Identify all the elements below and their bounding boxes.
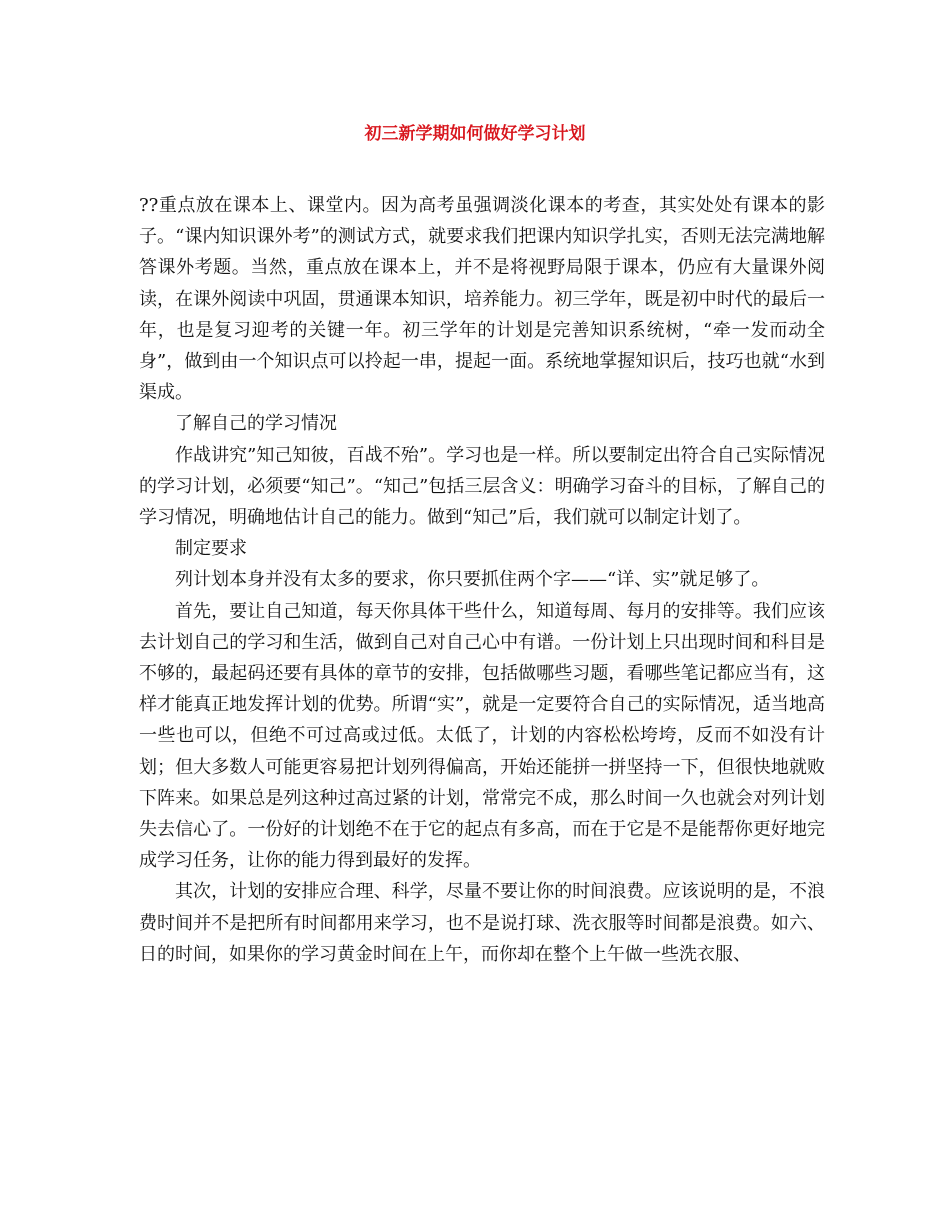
- paragraph-5: 其次，计划的安排应合理、科学，尽量不要让你的时间浪费。应该说明的是，不浪费时间并不是把所有时间都用来学习，也不是说打球、洗衣服等时间都是浪费。如六、日的时间，如果你的学习黄金时间在上午，而你却在整个上午做一些洗衣服、: [139, 881, 825, 965]
- document-body: [139, 190, 825, 970]
- document-title: 初三新学期如何做好学习计划: [364, 124, 586, 144]
- paragraph-4: 首先，要让自己知道，每天你具体干些什么，知道每周、每月的安排等。我们应该去计划自己的学习和生活，做到自己对自己心中有谱。一份计划上只出现时间和科目是不够的，最起码还要有具体的章节的安排，包括做哪些习题，看哪些笔记都应当有，这样才能真正地发挥计划的优势。所谓“实”，就是一定要符合自己的实际情况，适当地高一些也可以，但绝不可过高或过低。太低了，计划的内容松松垮垮，反而不如没有计划；但大多数人可能更容易把计划列得偏高，开始还能拼一拼坚持一下，但很快地就败下阵来。如果总是列这种过高过紧的计划，常常完不成，那么时间一久也就会对列计划失去信心了。一份好的计划绝不在于它的起点有多高，而在于它是不是能帮你更好地完成学习任务，让你的能力得到最好的发挥。: [139, 600, 825, 872]
- paragraph-2: 作战讲究”知己知彼，百战不殆”。学习也是一样。所以要制定出符合自己实际情况的学习计划，必须要“知己”。“知己”包括三层含义：明确学习奋斗的目标，了解自己的学习情况，明确地估计自己的能力。做到“知己”后，我们就可以制定计划了。: [139, 444, 825, 529]
- section-heading-requirements: 制定要求: [175, 538, 247, 560]
- paragraph-3: 列计划本身并没有太多的要求，你只要抓住两个字——“详、实”就足够了。: [175, 569, 770, 591]
- paragraph-1: ??重点放在课本上、课堂内。因为高考虽强调淡化课本的考查，其实处处有课本的影子。“课内知识课外考”的测试方式，就要求我们把课内知识学扎实，否则无法完满地解答课外考题。当然，重点放在课本上，并不是将视野局限于课本，仍应有大量课外阅读，在课外阅读中巩固，贯通课本知识，培养能力。初三学年，既是初中时代的最后一年，也是复习迎考的关键一年。初三学年的计划是完善知识系统树，“牵一发而动全身”，做到由一个知识点可以拎起一串，提起一面。系统地掌握知识后，技巧也就“水到渠成。: [139, 195, 825, 404]
- section-heading-understand-yourself: 了解自己的学习情况: [175, 413, 337, 435]
